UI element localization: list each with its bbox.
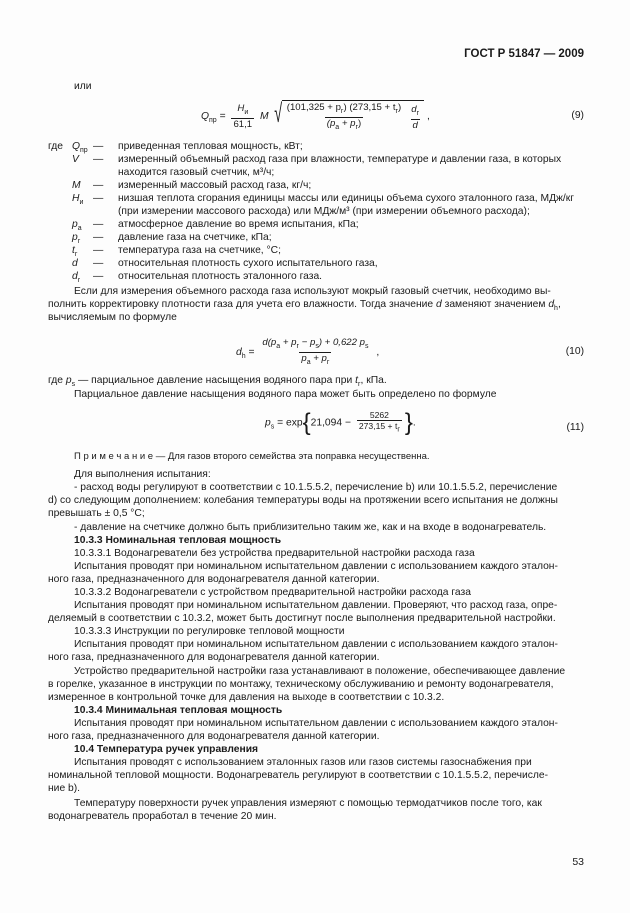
eq11-fraction: $\frac{5262}{273,15 + t_г}$ <box>358 410 400 434</box>
equation-10-number: (10) <box>565 346 584 357</box>
definition-item: $H_и$ — низшая теплота сгорания единицы массы или единицы объема сухого эталонного газа, МДж/кг (при измерении массового расхода) или МДж/м³ (при измерении объемного расхода); <box>72 193 575 217</box>
definition-item: d — относительная плотность сухого испытательного газа, <box>72 258 378 269</box>
paragraph-line: измеренное в контрольной точке для давления на выходе в соответствии с 10.3.2. <box>48 692 445 703</box>
definition-item: $p_г$ — давление газа на счетчике, кПа; <box>72 232 272 246</box>
paragraph-line: деляемый в соответствии с 10.3.2, может быть достигнут после выполнения предварительной настройки. <box>48 613 556 624</box>
document-header: ГОСТ Р 51847 — 2009 <box>464 48 584 60</box>
equation-10: $d_h$ = $\frac{d(p_a + p_г - p_s) + 0,622 p_s}{p_a + p_г}$ , <box>236 337 380 366</box>
paragraph-line: номинальной тепловой мощности. Водонагреватель регулируют в соответствии с 10.1.5.5.2, перечисле- <box>48 770 549 781</box>
section-heading: 10.3.3 Номинальная тепловая мощность <box>74 535 282 546</box>
equation-11: $p_s = \exp\{21,094$ − $\frac{5262}{273,15 + t_г}$ }. <box>265 408 416 436</box>
paragraph-line: Испытания проводят при номинальном испытательном давлении с использованием каждого эталон- <box>74 561 558 572</box>
intro-word: или <box>74 81 92 92</box>
eq9-square-root: √ $\frac{(101,325 + p_г) (273,15 + t_г)}{(p_a + p_г)}$ $\frac{d_г}{d}$ <box>271 100 424 133</box>
section-heading: 10.3.4 Минимальная тепловая мощность <box>74 705 283 716</box>
paragraph-line: вычисляемым по формуле <box>48 312 177 323</box>
page-number: 53 <box>572 856 584 868</box>
eq9-fraction-h: $\frac{H_и}{61,1}$ <box>233 102 253 130</box>
paragraph-line: d) со следующим дополнением: колебания температуры воды на протяжении всего испытания не должны <box>48 495 558 506</box>
paragraph-line: Если для измерения объемного расхода газа используют мокрый газовый счетчик, необходимо вы- <box>74 286 551 297</box>
paragraph-line: Испытания проводят с использованием эталонных газов или газов системы газоснабжения при <box>74 757 532 768</box>
paragraph-line: ного газа, предназначенного для водонагревателя данной категории. <box>48 652 380 663</box>
definitions-list <box>48 140 588 283</box>
subsection-heading: 10.3.3.2 Водонагреватели с устройством предварительной настройки расхода газа <box>74 587 471 598</box>
equation-9: $Q_{пр}$ = $\frac{H_и}{61,1}$ M √ $\frac{(101,325 + p_г) (273,15 + t_г)}{(p_a + p_г)}$ $\frac{d_г}{d}$ , <box>201 98 430 131</box>
subsection-heading: 10.3.3.1 Водонагреватели без устройства предварительной настройки расхода газа <box>74 548 475 559</box>
paragraph-line: Испытания проводят при номинальном испытательном давлении с использованием каждого эталон- <box>74 639 558 650</box>
definition-item: $d_r$ — относительная плотность эталонного газа. <box>72 271 323 285</box>
note: П р и м е ч а н и е — Для газов второго семейства эта поправка несущественна. <box>74 451 430 462</box>
paragraph-line: Устройство предварительной настройки газа устанавливают в положение, обеспечивающее давление <box>74 666 566 677</box>
definition-item: V — измеренный объемный расход газа при влажности, температуре и давлении газа, в которых находится газовый счетчик, м³/ч; <box>72 154 562 178</box>
subsection-heading: 10.3.3.3 Инструкции по регулировке тепловой мощности <box>74 626 345 637</box>
paragraph-line: ние b). <box>48 783 81 794</box>
paragraph-line: Испытания проводят при номинальном испытательном давлении с использованием каждого эталон- <box>74 718 558 729</box>
equation-9-number: (9) <box>571 110 584 121</box>
equation-11-number: (11) <box>566 422 584 433</box>
paragraph-line: Парциальное давление насыщения водяного пара может быть определено по формуле <box>74 389 497 400</box>
paragraph-line: Температуру поверхности ручек управления измеряют с помощью термодатчиков после того, как <box>74 798 542 809</box>
paragraph-line: Испытания проводят при номинальном испытательном давлении. Проверяют, что расход газа, опре- <box>74 600 558 611</box>
paragraph-line: полнить корректировку плотности газа для учета его влажности. Тогда значение d заменяют значением $d_h$, <box>48 299 561 313</box>
definition-item: $p_a$ — атмосферное давление во время испытания, кПа; <box>72 219 359 233</box>
paragraph-line: ного газа, предназначенного для водонагревателя данной категории. <box>48 574 380 585</box>
paragraph-line: водонагреватель проработал в течение 20 мин. <box>48 811 277 822</box>
definition-item: где $Q_{пр}$ — приведенная тепловая мощность, кВт; <box>48 141 303 155</box>
paragraph-line: ного газа, предназначенного для водонагревателя данной категории. <box>48 731 380 742</box>
paragraph-line: превышать ± 0,5 °С; <box>48 508 145 519</box>
paragraph-line: где $p_s$ — парциальное давление насыщения водяного пара при $t_г$, кПа. <box>48 375 387 389</box>
paragraph-line: Для выполнения испытания: <box>74 469 211 480</box>
section-heading: 10.4 Температура ручек управления <box>74 744 259 755</box>
definition-item: $t_г$ — температура газа на счетчике, °С; <box>72 245 281 259</box>
paragraph-line: - расход воды регулируют в соответствии с 10.1.5.5.2, перечисление b) или 10.1.5.5.2, перечисление <box>74 482 558 493</box>
paragraph-line: - давление на счетчике должно быть приблизительно таким же, как и на входе в водонагреватель. <box>74 522 547 533</box>
definition-item: M — измеренный массовый расход газа, кг/ч; <box>72 180 312 191</box>
paragraph-line: в горелке, указанное в инструкции по монтажу, техническому обслуживанию и ремонту водонагревателя, <box>48 679 554 690</box>
eq10-fraction: $\frac{d(p_a + p_г - p_s) + 0,622 p_s}{p_a + p_г}$ <box>262 337 369 366</box>
